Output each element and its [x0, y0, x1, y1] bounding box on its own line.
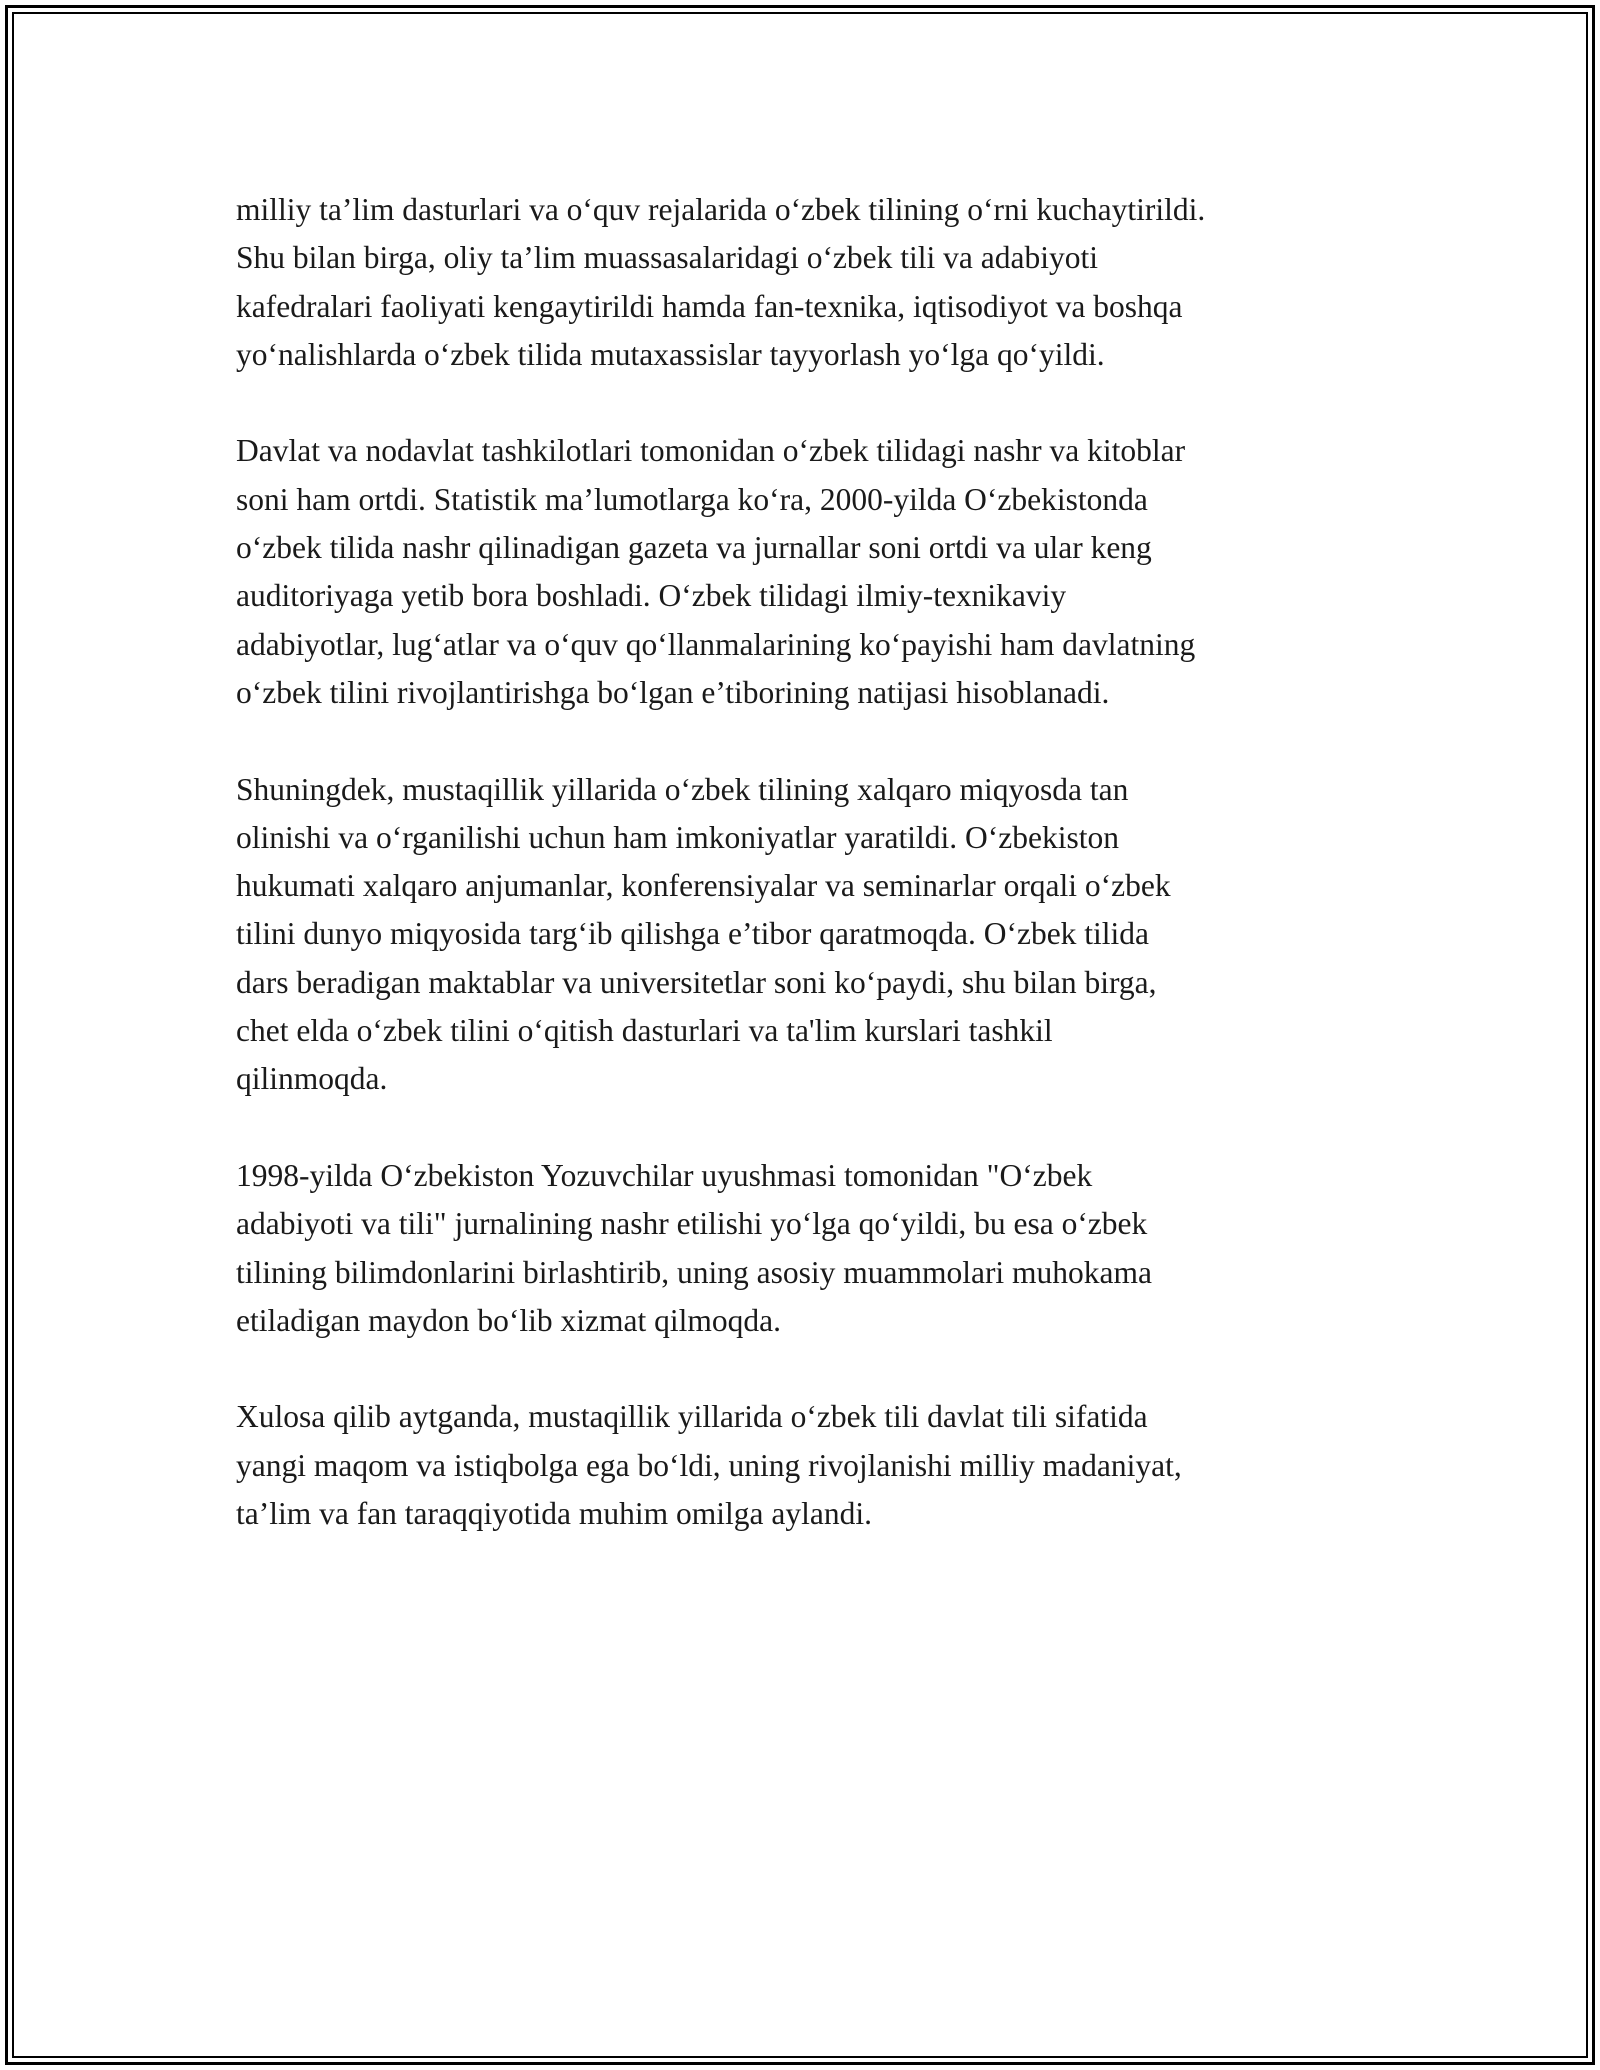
paragraph-3: Shuningdek, mustaqillik yillarida o‘zbek tilining xalqaro miqyosda tan olinishi va o‘rganilishi uchun ham imkoniyatlar yaratildi. O‘zbekiston hukumati xalqaro anjumanlar, konferensiyalar va seminarlar orqali o‘zbek tilini dunyo miqyosida targ‘ib qilishga e’tibor qaratmoqda. O‘zbek tilida dars beradigan maktablar va universitetlar soni ko‘paydi, shu bilan birga, chet elda o‘zbek tilini o‘qitish dasturlari va ta'lim kurslari tashkil qilinmoqda. — [236, 771, 1171, 1097]
paragraph-4: 1998-yilda O‘zbekiston Yozuvchilar uyushmasi tomonidan "O‘zbek adabiyoti va tili" jurnalining nashr etilishi yo‘lga qo‘yildi, bu esa o‘zbek tilining bilimdonlarini birlashtirib, uning asosiy muammolari muhokama etiladigan maydon bo‘lib xizmat qilmoqda. — [236, 1157, 1153, 1338]
paragraph-5: Xulosa qilib aytganda, mustaqillik yillarida o‘zbek tili davlat tili sifatida yangi maqom va istiqbolga ega bo‘ldi, uning rivojlanishi milliy madaniyat, ta’lim va fan taraqqiyotida muhim omilga aylandi. — [236, 1399, 1182, 1532]
paragraph-2: Davlat va nodavlat tashkilotlari tomonidan o‘zbek tilidagi nashr va kitoblar soni ham ortdi. Statistik ma’lumotlarga ko‘ra, 2000-yilda O‘zbekistonda o‘zbek tilida nashr qilinadigan gazeta va jurnallar soni ortdi va ular keng auditoriyaga yetib bora boshladi. O‘zbek tilidagi ilmiy-texnikaviy adabiyotlar, lug‘atlar va o‘quv qo‘llanmalarining ko‘payishi ham davlatning o‘zbek tilini rivojlantirishga bo‘lgan e’tiborining natijasi hisoblanadi. — [236, 433, 1196, 710]
paragraph-1: milliy ta’lim dasturlari va o‘quv rejalarida o‘zbek tilining o‘rni kuchaytirildi. Shu bilan birga, oliy ta’lim muassasalaridagi o‘zbek tili va adabiyoti kafedralari faoliyati kengaytirildi hamda fan-texnika, iqtisodiyot va boshqa yo‘nalishlarda o‘zbek tilida mutaxassislar tayyorlash yo‘lga qo‘yildi. — [236, 192, 1206, 372]
document-body — [236, 186, 1396, 1538]
